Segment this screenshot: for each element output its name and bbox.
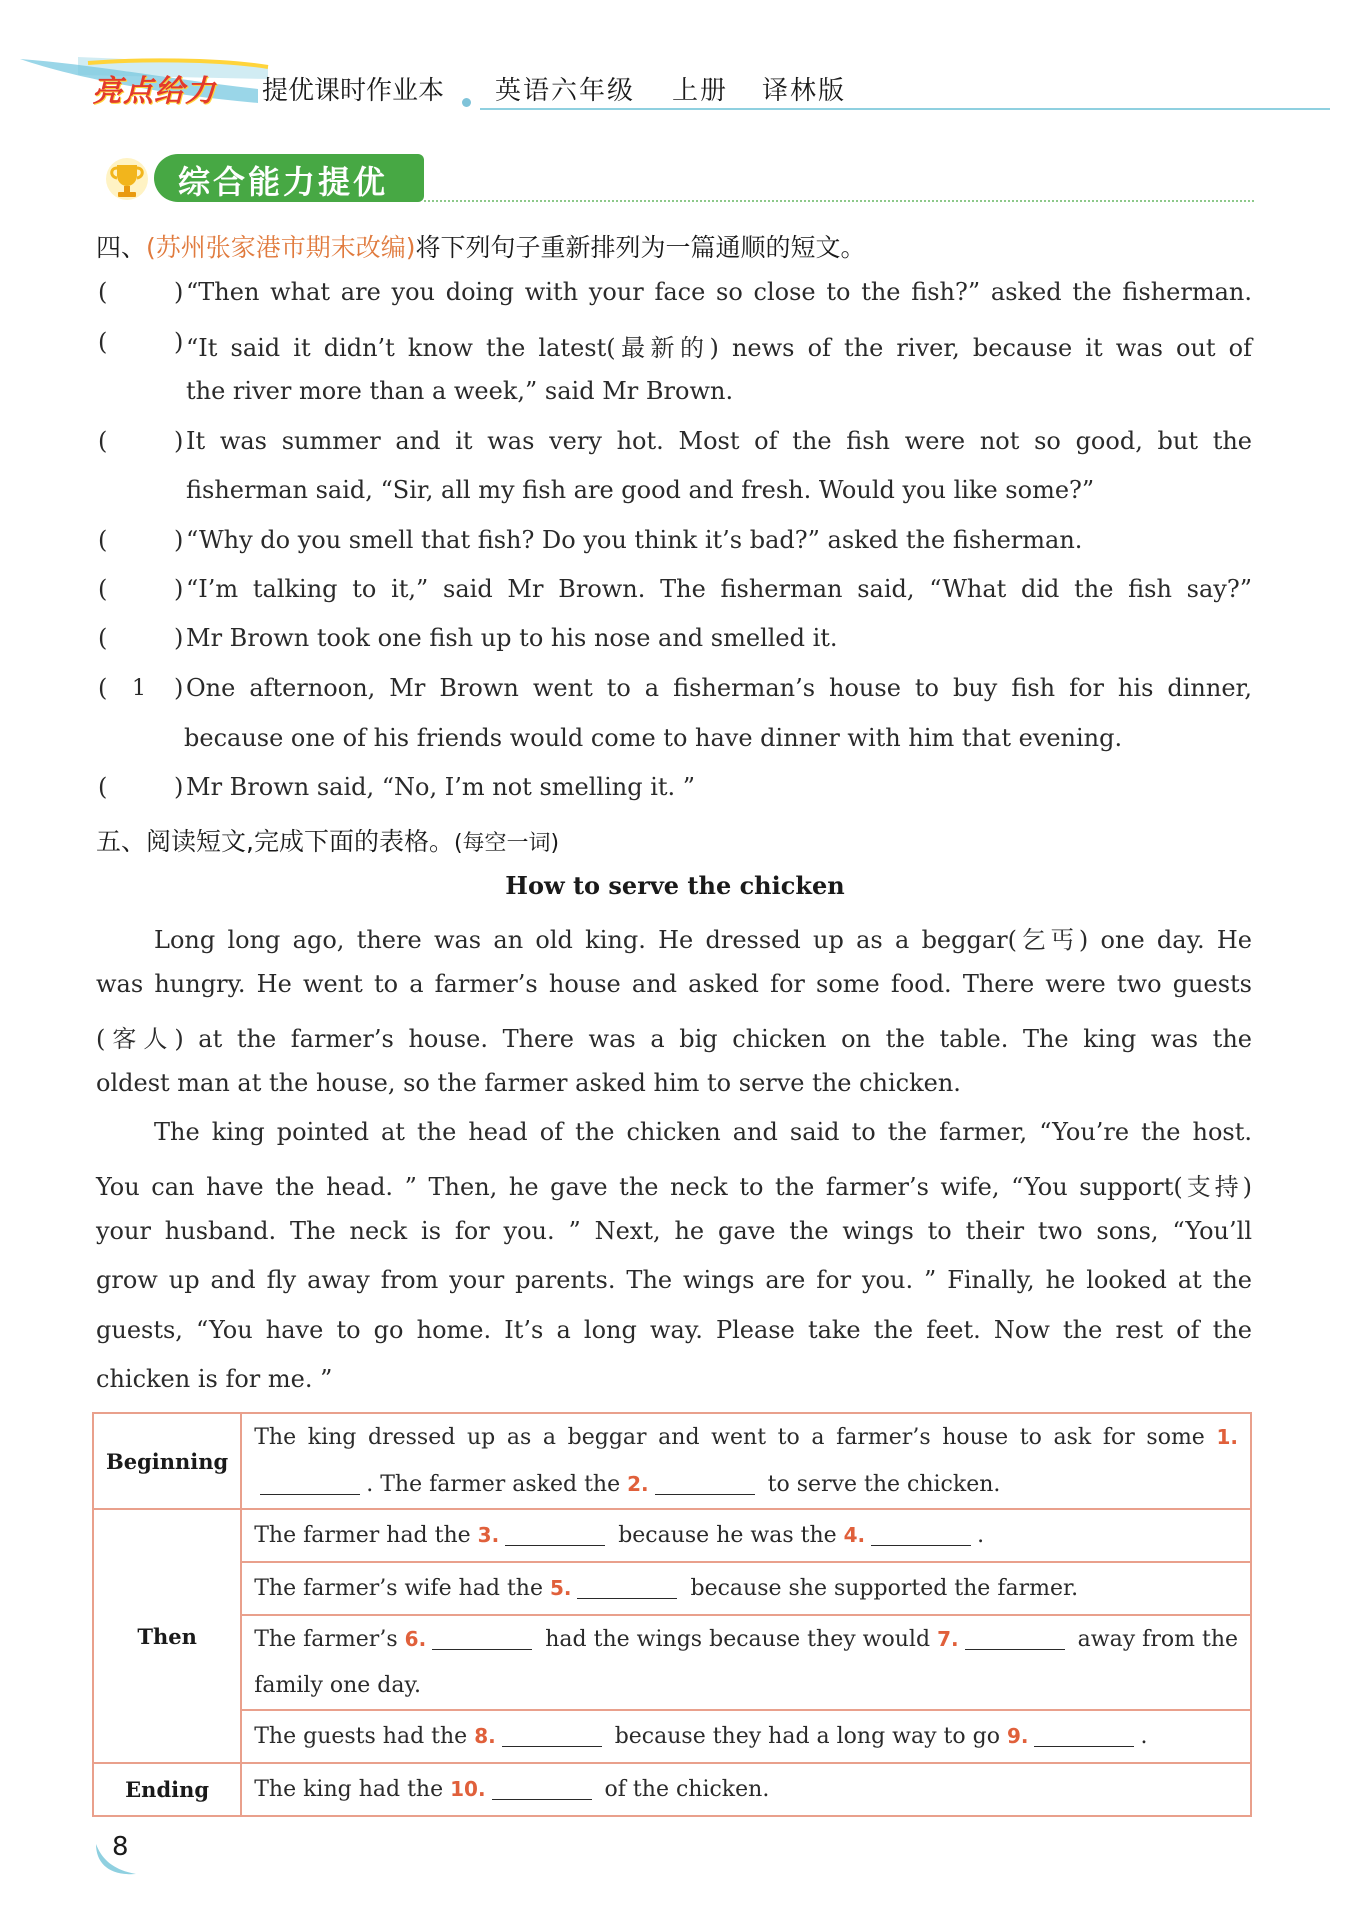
answer-paren-close: ) bbox=[174, 526, 184, 554]
blank-number: 6. bbox=[404, 1627, 427, 1651]
blank-number: 10. bbox=[450, 1777, 486, 1801]
edition-label: 译林版 bbox=[762, 76, 847, 106]
then-cell-2 bbox=[241, 1562, 1251, 1615]
paragraph-line: The king pointed at the head of the chicken and said to the farmer, “You’re the host. bbox=[154, 1118, 1252, 1146]
story-table bbox=[92, 1412, 1252, 1817]
blank-number: 4. bbox=[843, 1523, 866, 1547]
answer-paren-open: ( bbox=[98, 526, 108, 554]
cell-text: had the wings because they would bbox=[545, 1627, 931, 1652]
cell-text: . The farmer asked the bbox=[366, 1472, 621, 1497]
q4-source: (苏州张家港市期末改编) bbox=[146, 233, 416, 262]
sentence-line: It was summer and it was very hot. Most of the fish were not so good, but the bbox=[186, 427, 1252, 455]
cell-text: The guests had the bbox=[254, 1724, 468, 1749]
blank-number: 9. bbox=[1006, 1724, 1029, 1748]
blank-10[interactable] bbox=[492, 1777, 592, 1800]
header-dot bbox=[462, 98, 471, 107]
book-title: 提优课时作业本 bbox=[262, 76, 445, 106]
cell-text: The king dressed up as a beggar and went to a farmer’s house to ask for some bbox=[254, 1425, 1205, 1450]
answer-paren-close: ) bbox=[174, 624, 184, 652]
paragraph-line: (客人) at the farmer’s house. There was a big chicken on the table. The king was the bbox=[96, 1025, 1252, 1053]
blank-number: 5. bbox=[549, 1576, 572, 1600]
answer-paren-close: ) bbox=[174, 328, 184, 356]
answer-paren-open: ( bbox=[98, 674, 108, 702]
blank-4[interactable] bbox=[871, 1523, 971, 1546]
answer-paren-open: ( bbox=[98, 328, 108, 356]
beginning-cell bbox=[241, 1413, 1251, 1509]
paragraph-line: grow up and fly away from your parents. The wings are for you. ” Finally, he looked at the bbox=[96, 1266, 1252, 1294]
paragraph-line: guests, “You have to go home. It’s a long way. Please take the feet. Now the rest of the bbox=[96, 1316, 1252, 1344]
sentence-line: fisherman said, “Sir, all my fish are good and fresh. Would you like some?” bbox=[186, 476, 1095, 504]
brand-logo: 亮点给力 bbox=[92, 74, 216, 109]
blank-3[interactable] bbox=[505, 1523, 605, 1546]
blank-2[interactable] bbox=[655, 1472, 755, 1495]
q5-instruction: 阅读短文,完成下面的表格。 bbox=[146, 827, 454, 856]
blank-number: 8. bbox=[474, 1724, 496, 1748]
q4-number: 四、 bbox=[96, 233, 147, 262]
answer-paren-open: ( bbox=[98, 575, 108, 603]
sentence-line: “I’m talking to it,” said Mr Brown. The fisherman said, “What did the fish say?” bbox=[186, 575, 1252, 603]
table-row bbox=[93, 1615, 1251, 1710]
cell-text: The farmer’s bbox=[254, 1627, 398, 1652]
sentence-line: “It said it didn’t know the latest(最新的) news of the river, because it was out of bbox=[186, 334, 1252, 362]
blank-number: 2. bbox=[627, 1472, 649, 1496]
q4-header bbox=[96, 228, 866, 264]
paragraph-line: Long long ago, there was an old king. He dressed up as a beggar(乞丐) one day. He bbox=[154, 926, 1252, 954]
blank-7[interactable] bbox=[965, 1627, 1065, 1650]
row-label-then: Then bbox=[93, 1509, 241, 1763]
then-cell-1 bbox=[241, 1509, 1251, 1562]
table-row bbox=[93, 1710, 1251, 1763]
q5-header bbox=[96, 822, 559, 858]
page-number: 8 bbox=[112, 1832, 129, 1862]
answer-paren-open: ( bbox=[98, 624, 108, 652]
answer-paren-close: ) bbox=[174, 773, 184, 801]
story-title: How to serve the chicken bbox=[505, 871, 845, 900]
table-row bbox=[93, 1509, 1251, 1562]
cell-text: of the chicken. bbox=[604, 1777, 770, 1802]
sentence-line: Mr Brown said, “No, I’m not smelling it. ” bbox=[186, 773, 696, 801]
blank-8[interactable] bbox=[502, 1724, 602, 1747]
answer-paren-close: ) bbox=[174, 674, 184, 702]
sentence-line: Mr Brown took one fish up to his nose and smelled it. bbox=[186, 624, 838, 652]
sentence-line: “Then what are you doing with your face so close to the fish?” asked the fisherman. bbox=[186, 278, 1252, 306]
cell-text: because they had a long way to go bbox=[614, 1724, 1000, 1749]
row-label-ending: Ending bbox=[93, 1763, 241, 1816]
sentence-line: the river more than a week,” said Mr Brown. bbox=[186, 377, 734, 405]
answer-paren-close: ) bbox=[174, 575, 184, 603]
paragraph-line: You can have the head. ” Then, he gave the neck to the farmer’s wife, “You support(支持) bbox=[96, 1173, 1252, 1201]
cell-text: The farmer’s wife had the bbox=[254, 1576, 543, 1601]
table-row bbox=[93, 1562, 1251, 1615]
trophy-icon bbox=[103, 157, 151, 201]
volume-label: 上册 bbox=[672, 76, 729, 106]
then-cell-4 bbox=[241, 1710, 1251, 1763]
sentence-line: One afternoon, Mr Brown went to a fisherman’s house to buy fish for his dinner, bbox=[186, 674, 1252, 702]
blank-6[interactable] bbox=[432, 1627, 532, 1650]
cell-text: to serve the chicken. bbox=[767, 1472, 1001, 1497]
sentence-line: “Why do you smell that fish? Do you think it’s bad?” asked the fisherman. bbox=[186, 526, 1083, 554]
blank-number: 7. bbox=[937, 1627, 959, 1651]
answer-slot[interactable]: 1 bbox=[132, 676, 146, 701]
q5-number: 五、 bbox=[96, 827, 147, 856]
grade-label: 英语六年级 bbox=[495, 76, 636, 106]
cell-text: . bbox=[1140, 1724, 1148, 1749]
answer-paren-open: ( bbox=[98, 773, 108, 801]
q4-instruction: 将下列句子重新排列为一篇通顺的短文。 bbox=[415, 233, 866, 262]
cell-text: because he was the bbox=[618, 1523, 837, 1548]
answer-paren-open: ( bbox=[98, 278, 108, 306]
paragraph-line: your husband. The neck is for you. ” Next, he gave the wings to their two sons, “You’ll bbox=[96, 1217, 1252, 1245]
blank-9[interactable] bbox=[1034, 1724, 1134, 1747]
ending-cell bbox=[241, 1763, 1251, 1816]
cell-text: away from the family one day. bbox=[254, 1627, 1239, 1698]
header-divider bbox=[480, 108, 1330, 110]
cell-text: The king had the bbox=[254, 1777, 444, 1802]
blank-5[interactable] bbox=[577, 1576, 677, 1599]
answer-paren-close: ) bbox=[174, 427, 184, 455]
blank-number: 1. bbox=[1216, 1425, 1238, 1449]
q5-note: (每空一词) bbox=[453, 831, 560, 856]
row-label-beginning: Beginning bbox=[93, 1413, 241, 1509]
answer-paren-close: ) bbox=[174, 278, 184, 306]
cell-text: . bbox=[977, 1523, 985, 1548]
paragraph-line: chicken is for me. ” bbox=[96, 1365, 333, 1393]
then-cell-3 bbox=[241, 1615, 1251, 1710]
sentence-line: because one of his friends would come to have dinner with him that evening. bbox=[184, 724, 1123, 752]
blank-number: 3. bbox=[477, 1523, 500, 1547]
cell-text: The farmer had the bbox=[254, 1523, 471, 1548]
paragraph-line: was hungry. He went to a farmer’s house and asked for some food. There were two guests bbox=[96, 970, 1252, 998]
table-row bbox=[93, 1413, 1251, 1509]
blank-1[interactable] bbox=[260, 1472, 360, 1495]
paragraph-line: oldest man at the house, so the farmer asked him to serve the chicken. bbox=[96, 1069, 961, 1097]
section-title: 综合能力提优 bbox=[178, 163, 389, 201]
table-row bbox=[93, 1763, 1251, 1816]
answer-paren-open: ( bbox=[98, 427, 108, 455]
cell-text: because she supported the farmer. bbox=[690, 1576, 1079, 1601]
section-dotted-line bbox=[424, 200, 1254, 202]
